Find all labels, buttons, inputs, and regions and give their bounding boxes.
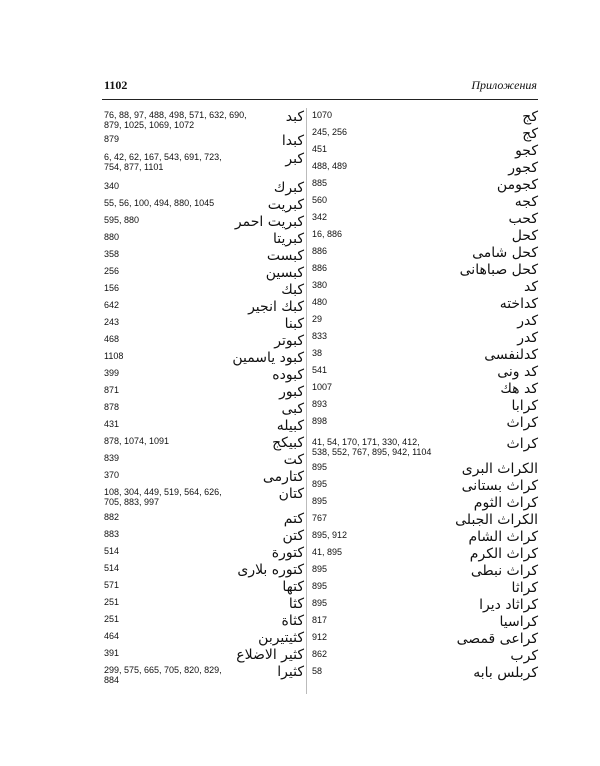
- headword: كراث الشام: [468, 529, 538, 545]
- index-entry: [312, 312, 538, 329]
- page-references-line: 156: [104, 283, 120, 293]
- page-references-line: 560: [312, 195, 328, 205]
- index-entry: [104, 485, 304, 510]
- page-references-line: 895: [312, 598, 328, 608]
- index-entry: [104, 108, 304, 132]
- headword: كتها: [282, 579, 304, 595]
- index-entry: [312, 511, 538, 528]
- page-references-line: 245, 256: [312, 127, 348, 137]
- page-references-line: 839: [104, 453, 120, 463]
- index-entry: [104, 132, 304, 150]
- page-references: [104, 152, 222, 172]
- index-entry: [104, 264, 304, 281]
- page-references-line: 882: [104, 512, 120, 522]
- page-references-line: 38: [312, 348, 323, 358]
- page-references: [312, 263, 327, 273]
- headword: كحب: [508, 211, 538, 227]
- page-references: [312, 479, 327, 489]
- page-references-line: 299, 575, 665, 705, 820, 829,: [104, 665, 222, 675]
- headword: كدر: [517, 313, 538, 329]
- page-references-line: 886: [312, 246, 328, 256]
- page-references: [312, 598, 327, 608]
- index-entry: [312, 295, 538, 312]
- headword: كبور: [279, 384, 304, 400]
- headword: كدر: [517, 330, 538, 346]
- index-entry: [312, 261, 538, 278]
- page-references: [104, 266, 119, 276]
- page-references: [104, 317, 119, 327]
- page-references-line: 912: [312, 632, 328, 642]
- headword: كبنا: [284, 316, 304, 332]
- page-references: [312, 110, 332, 120]
- headword: كبوتر: [274, 333, 304, 349]
- index-entry: [104, 663, 304, 685]
- page-number: 1102: [104, 78, 128, 92]
- headword: كبدا: [281, 133, 304, 149]
- index-entry: [312, 414, 538, 435]
- page-references: [312, 496, 327, 506]
- page-references: [104, 546, 119, 556]
- index-entry: [312, 397, 538, 414]
- headword: كبسين: [265, 265, 304, 281]
- index-entry: [312, 494, 538, 511]
- page-references: [312, 161, 347, 171]
- index-entry: [312, 176, 538, 193]
- headword: كثير الاضلاع: [236, 647, 304, 663]
- index-entry: [312, 664, 538, 681]
- page-references: [104, 487, 222, 507]
- index-entry: [312, 545, 538, 562]
- page-references: [312, 581, 327, 591]
- page-references-continuation: 879, 1025, 1069, 1072: [104, 120, 195, 130]
- page-references: [312, 314, 322, 324]
- page-references: [104, 665, 222, 685]
- index-entry: [312, 579, 538, 596]
- headword: كبريت: [267, 197, 304, 213]
- page-references: [312, 178, 327, 188]
- page-references: [312, 416, 327, 426]
- page-references: [312, 632, 327, 642]
- page-references-line: 895: [312, 479, 328, 489]
- headword: كج: [522, 109, 538, 125]
- headword: كحل صباهانى: [459, 262, 538, 278]
- page-references-line: 251: [104, 597, 120, 607]
- page-references-continuation: 754, 877, 1101: [104, 162, 164, 172]
- page-references-line: 342: [312, 212, 328, 222]
- page-references: [312, 297, 327, 307]
- index-entry: [312, 477, 538, 494]
- index-entry: [312, 363, 538, 380]
- page-references: [312, 462, 327, 472]
- index-entry: [312, 329, 538, 346]
- page-references-line: 468: [104, 334, 120, 344]
- page-references: [312, 399, 327, 409]
- page-references: [104, 385, 119, 395]
- headword: كد هك: [500, 381, 538, 397]
- index-entry: [104, 544, 304, 561]
- page-references: [312, 437, 431, 457]
- index-entry: [104, 247, 304, 264]
- section-title: Приложения: [471, 78, 537, 92]
- headword: الكراث الجبلى: [455, 512, 538, 528]
- page-references: [104, 419, 119, 429]
- index-entry: [312, 108, 538, 125]
- page-references-line: 878, 1074, 1091: [104, 436, 170, 446]
- page-references: [312, 365, 327, 375]
- page-references-line: 251: [104, 614, 120, 624]
- index-entry: [312, 159, 538, 176]
- page-references-line: 76, 88, 97, 488, 498, 571, 632, 690,: [104, 110, 247, 120]
- page-references: [312, 348, 322, 358]
- headword: كراث الثوم: [473, 495, 538, 511]
- headword: كبى: [281, 401, 304, 417]
- index-entry: [312, 193, 538, 210]
- headword: كبد: [285, 109, 304, 125]
- page-references: [104, 181, 119, 191]
- index-entry: [104, 298, 304, 315]
- page-references-line: 883: [104, 529, 120, 539]
- page-references-line: 358: [104, 249, 120, 259]
- headword: كثاة: [281, 613, 304, 629]
- page-references-line: 55, 56, 100, 494, 880, 1045: [104, 198, 215, 208]
- index-entry: [104, 595, 304, 612]
- page-references: [312, 127, 347, 137]
- page-references-line: 451: [312, 144, 328, 154]
- headword: كجور: [508, 160, 538, 176]
- page-references: [104, 597, 119, 607]
- page-references-line: 886: [312, 263, 328, 273]
- headword: كجو: [515, 143, 538, 159]
- page-references-line: 464: [104, 631, 120, 641]
- page-references-line: 571: [104, 580, 120, 590]
- page-references: [104, 614, 119, 624]
- index-entry: [104, 213, 304, 230]
- page-references: [312, 547, 342, 557]
- page-references-line: 108, 304, 449, 519, 564, 626,: [104, 487, 222, 497]
- headword: كتوره بلارى: [237, 562, 304, 578]
- page-references-line: 541: [312, 365, 328, 375]
- page-references-line: 16, 886: [312, 229, 343, 239]
- page-references-line: 862: [312, 649, 328, 659]
- headword: كراث نبطى: [470, 563, 538, 579]
- page-references-line: 885: [312, 178, 328, 188]
- index-entry: [312, 244, 538, 261]
- page-references: [104, 334, 119, 344]
- page-references-line: 58: [312, 666, 323, 676]
- page-references: [312, 649, 327, 659]
- index-entry: [104, 196, 304, 213]
- headword: كبوده: [272, 367, 304, 383]
- headword: كراث الكرم: [469, 546, 538, 562]
- headword: كراسيا: [499, 614, 538, 630]
- page-references: [104, 110, 247, 130]
- page-references-line: 817: [312, 615, 328, 625]
- index-entry: [104, 434, 304, 451]
- index-entry: [104, 510, 304, 527]
- page-references-line: 1108: [104, 351, 124, 361]
- index-entry: [104, 612, 304, 629]
- headword: كبر: [285, 151, 304, 167]
- page-references-line: 399: [104, 368, 120, 378]
- headword: الكراث البرى: [461, 461, 538, 477]
- page-references: [104, 470, 119, 480]
- page-references: [312, 212, 327, 222]
- page-references-line: 595, 880: [104, 215, 140, 225]
- index-entry: [312, 346, 538, 363]
- headword: كجه: [514, 194, 538, 210]
- index-entry: [312, 210, 538, 227]
- page-references-line: 767: [312, 513, 328, 523]
- index-entry: [104, 629, 304, 646]
- page-references: [104, 232, 119, 242]
- index-entry: [104, 400, 304, 417]
- index-entry: [104, 230, 304, 247]
- page-references-line: 895: [312, 564, 328, 574]
- index-entry: [312, 125, 538, 142]
- page-references: [312, 144, 327, 154]
- headword: كد ونى: [497, 364, 538, 380]
- headword: كد: [523, 279, 538, 295]
- page-header: [104, 78, 537, 98]
- index-entry: [312, 460, 538, 477]
- page-references: [104, 249, 119, 259]
- page-references-line: 895: [312, 581, 328, 591]
- page-references: [312, 382, 332, 392]
- page-references: [104, 368, 119, 378]
- index-entry: [104, 468, 304, 485]
- page-references: [312, 246, 327, 256]
- page-references-line: 642: [104, 300, 120, 310]
- page-references-line: 1070: [312, 110, 333, 120]
- page-references-line: 256: [104, 266, 120, 276]
- index-entry: [312, 647, 538, 664]
- headword: كبريت احمر: [234, 214, 304, 230]
- page-references-line: 6, 42, 62, 167, 543, 691, 723,: [104, 152, 222, 162]
- page-references: [104, 631, 119, 641]
- page-references: [104, 648, 119, 658]
- index-entry: [104, 366, 304, 383]
- index-entry: [104, 561, 304, 578]
- page-references-line: 514: [104, 546, 120, 556]
- index-entry: [104, 332, 304, 349]
- index-entry: [312, 380, 538, 397]
- page-references-line: 514: [104, 563, 120, 573]
- index-entry: [104, 451, 304, 468]
- page-references-line: 879: [104, 134, 120, 144]
- page-references-line: 380: [312, 280, 328, 290]
- index-entry: [104, 281, 304, 298]
- page-references-line: 833: [312, 331, 328, 341]
- headword: كبرك: [273, 180, 304, 196]
- headword: كراث بستانى: [461, 478, 538, 494]
- index-entry: [312, 562, 538, 579]
- index-entry: [104, 383, 304, 400]
- headword: كبست: [266, 248, 304, 264]
- page-references: [312, 615, 327, 625]
- headword: كتن: [282, 528, 304, 544]
- headword: كداخته: [499, 296, 538, 312]
- page-references: [104, 453, 119, 463]
- page-references-line: 1007: [312, 382, 333, 392]
- page-references: [104, 436, 169, 446]
- page-references-line: 893: [312, 399, 328, 409]
- headword: كرابا: [511, 398, 538, 414]
- page-references-line: 895: [312, 462, 328, 472]
- index-entry: [312, 630, 538, 647]
- page-references-line: 895, 912: [312, 530, 348, 540]
- page-references-line: 41, 895: [312, 547, 343, 557]
- headword: كتورة: [271, 545, 304, 561]
- page-references-line: 895: [312, 496, 328, 506]
- right-column: [312, 108, 538, 681]
- index-entry: [312, 142, 538, 159]
- headword: كربلس بابه: [473, 665, 538, 681]
- page-references-line: 391: [104, 648, 120, 658]
- index-entry: [312, 435, 538, 460]
- column-divider: [306, 108, 307, 694]
- headword: كحل شامى: [472, 245, 538, 261]
- page-references-continuation: 538, 552, 767, 895, 942, 1104: [312, 447, 432, 457]
- page-references-line: 871: [104, 385, 120, 395]
- page-references: [104, 563, 119, 573]
- page-references: [312, 195, 327, 205]
- index-entry: [104, 349, 304, 366]
- page-references: [312, 331, 327, 341]
- page-references: [104, 402, 119, 412]
- index-entry: [312, 596, 538, 613]
- index-entry: [104, 578, 304, 595]
- page-references-line: 878: [104, 402, 120, 412]
- page-references: [104, 283, 119, 293]
- headword: كت: [283, 452, 304, 468]
- page-references: [312, 229, 342, 239]
- header-rule: [102, 99, 538, 100]
- index-entry: [104, 179, 304, 196]
- page-references-line: 29: [312, 314, 323, 324]
- page-references: [104, 351, 123, 361]
- headword: كراث: [506, 415, 538, 431]
- index-entry: [312, 278, 538, 295]
- index-entry: [104, 417, 304, 434]
- headword: كرب: [510, 648, 538, 664]
- headword: كبريتا: [272, 231, 304, 247]
- headword: كبود ياسمين: [232, 350, 304, 366]
- headword: كحل: [511, 228, 538, 244]
- index-entry: [312, 227, 538, 244]
- page-references-line: 480: [312, 297, 328, 307]
- headword: كراعى قمصى: [456, 631, 538, 647]
- page-references-continuation: 705, 883, 997: [104, 497, 160, 507]
- page-references: [104, 300, 119, 310]
- index-entry: [104, 646, 304, 663]
- headword: كجومن: [496, 177, 538, 193]
- page-references: [104, 215, 139, 225]
- page-references-line: 340: [104, 181, 120, 191]
- index-entry: [104, 527, 304, 544]
- page-references-line: 370: [104, 470, 120, 480]
- headword: كراث: [506, 436, 538, 452]
- page-references-line: 243: [104, 317, 120, 327]
- index-entry: [104, 150, 304, 179]
- page-references: [104, 134, 119, 144]
- headword: كبيكج: [272, 435, 304, 451]
- headword: كراثاد ديرا: [479, 597, 538, 613]
- page-references-line: 880: [104, 232, 120, 242]
- index-entry: [312, 528, 538, 545]
- page-references-line: 898: [312, 416, 328, 426]
- page-references: [312, 513, 327, 523]
- page-references: [104, 512, 119, 522]
- headword: كبك انجير: [248, 299, 304, 315]
- page-references: [312, 280, 327, 290]
- page-references: [104, 198, 214, 208]
- headword: كتان: [278, 486, 304, 502]
- index-entry: [312, 613, 538, 630]
- headword: كج: [522, 126, 538, 142]
- headword: كراثا: [511, 580, 538, 596]
- page-references-line: 488, 489: [312, 161, 348, 171]
- index-entry: [104, 315, 304, 332]
- page-references-line: 431: [104, 419, 120, 429]
- page-references-continuation: 884: [104, 675, 120, 685]
- page-references: [312, 666, 322, 676]
- headword: كثيتيربن: [258, 630, 304, 646]
- headword: كبيله: [276, 418, 304, 434]
- headword: كبك: [281, 282, 304, 298]
- page-references: [312, 530, 347, 540]
- headword: كتارمى: [262, 469, 304, 485]
- headword: كثا: [288, 596, 304, 612]
- headword: كثيرا: [277, 664, 304, 680]
- page-references: [104, 529, 119, 539]
- headword: كتم: [283, 511, 304, 527]
- headword: كدلنفسى: [484, 347, 538, 363]
- left-column: [104, 108, 304, 685]
- page-references: [104, 580, 119, 590]
- page-references-line: 41, 54, 170, 171, 330, 412,: [312, 437, 420, 447]
- page-references: [312, 564, 327, 574]
